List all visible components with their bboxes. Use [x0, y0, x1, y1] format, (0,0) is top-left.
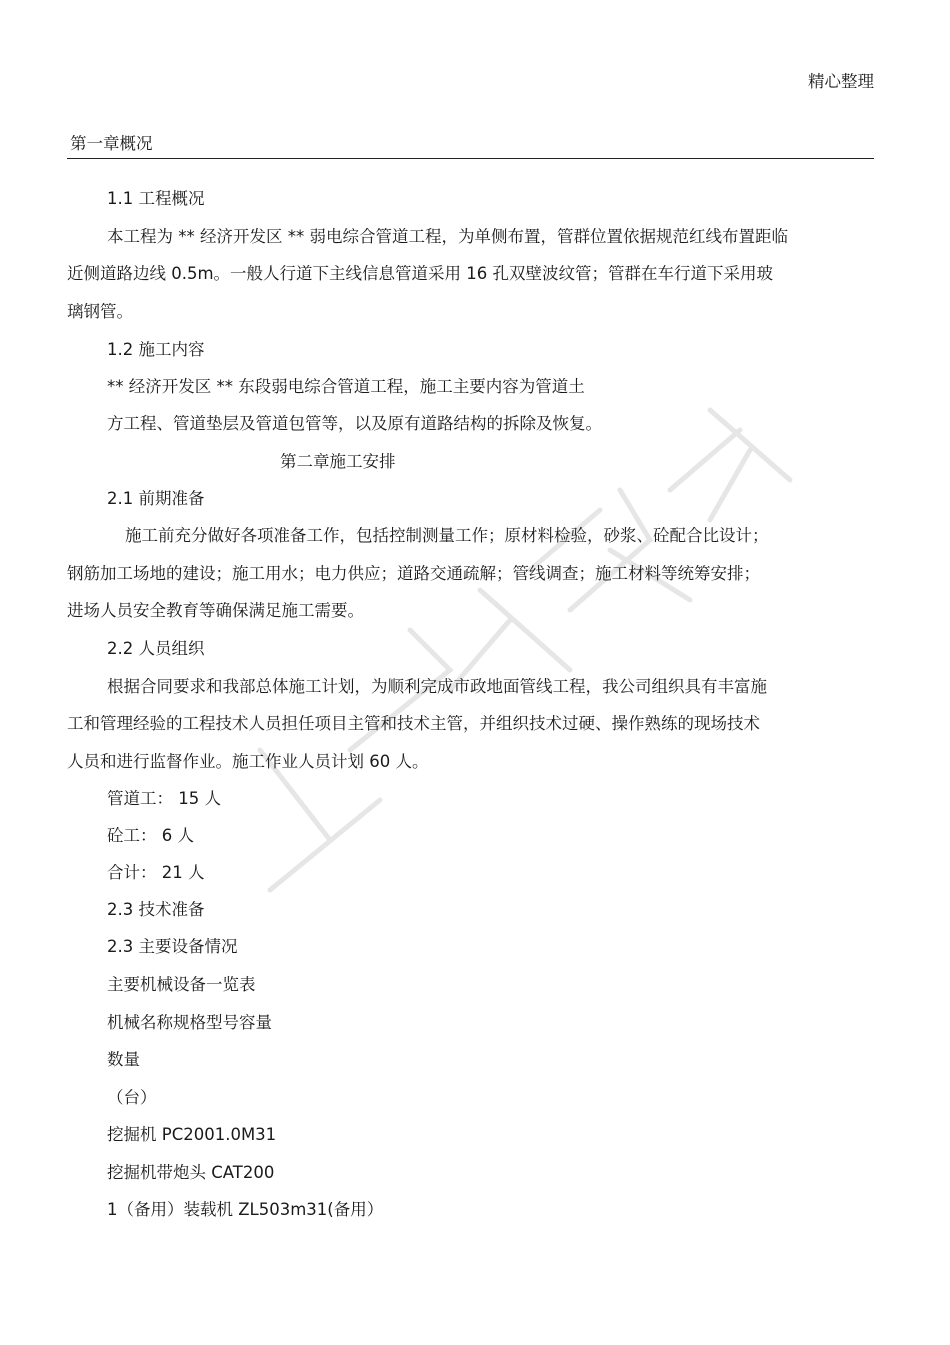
paragraph-line: 璃钢管。 [67, 302, 133, 321]
section-1-2-heading: 1.2 施工内容 [107, 340, 205, 359]
equipment-table-title: 主要机械设备一览表 [107, 975, 256, 994]
paragraph-line: 根据合同要求和我部总体施工计划，为顺利完成市政地面管线工程，我公司组织具有丰富施 [107, 677, 767, 696]
paragraph-line: 人员和进行监督作业。施工作业人员计划 60 人。 [67, 752, 429, 771]
chapter-2-title: 第二章施工安排 [280, 452, 396, 471]
section-2-1-heading: 2.1 前期准备 [107, 489, 205, 508]
paragraph-line: 方工程、管道垫层及管道包管等，以及原有道路结构的拆除及恢复。 [107, 414, 602, 433]
equipment-line: 挖掘机 PC2001.0M31 [107, 1125, 277, 1144]
paragraph-line: 本工程为 ** 经济开发区 ** 弱电综合管道工程，为单侧布置，管群位置依据规范红线布置距临 [107, 227, 788, 246]
chapter-1-title: 第一章概况 [70, 134, 153, 153]
section-2-3-heading: 2.3 主要设备情况 [107, 937, 238, 956]
equipment-line: （台） [107, 1088, 157, 1107]
header-note: 精心整理 [808, 72, 874, 91]
staff-line: 合计： 21 人 [107, 863, 205, 882]
title-divider [67, 158, 874, 159]
section-2-3-heading: 2.3 技术准备 [107, 900, 205, 919]
staff-line: 砼工： 6 人 [107, 826, 194, 845]
section-1-1-heading: 1.1 工程概况 [107, 189, 205, 208]
paragraph-line: 施工前充分做好各项准备工作，包括控制测量工作；原材料检验，砂浆、砼配合比设计； [125, 526, 769, 545]
equipment-line: 挖掘机带炮头 CAT200 [107, 1163, 275, 1182]
paragraph-line: 进场人员安全教育等确保满足施工需要。 [67, 601, 364, 620]
paragraph-line: ** 经济开发区 ** 东段弱电综合管道工程，施工主要内容为管道土 [107, 377, 585, 396]
equipment-line: 1（备用）装载机 ZL503m31(备用） [107, 1200, 384, 1219]
equipment-line: 数量 [107, 1050, 140, 1069]
section-2-2-heading: 2.2 人员组织 [107, 639, 205, 658]
watermark [150, 370, 850, 930]
staff-line: 管道工： 15 人 [107, 789, 221, 808]
equipment-line: 机械名称规格型号容量 [107, 1013, 272, 1032]
paragraph-line: 近侧道路边线 0.5m。一般人行道下主线信息管道采用 16 孔双壁波纹管；管群在车行道下采用玻 [67, 264, 774, 283]
paragraph-line: 工和管理经验的工程技术人员担任项目主管和技术主管，并组织技术过硬、操作熟练的现场技术 [67, 714, 760, 733]
paragraph-line: 钢筋加工场地的建设；施工用水；电力供应；道路交通疏解；管线调查；施工材料等统筹安排； [67, 564, 760, 583]
